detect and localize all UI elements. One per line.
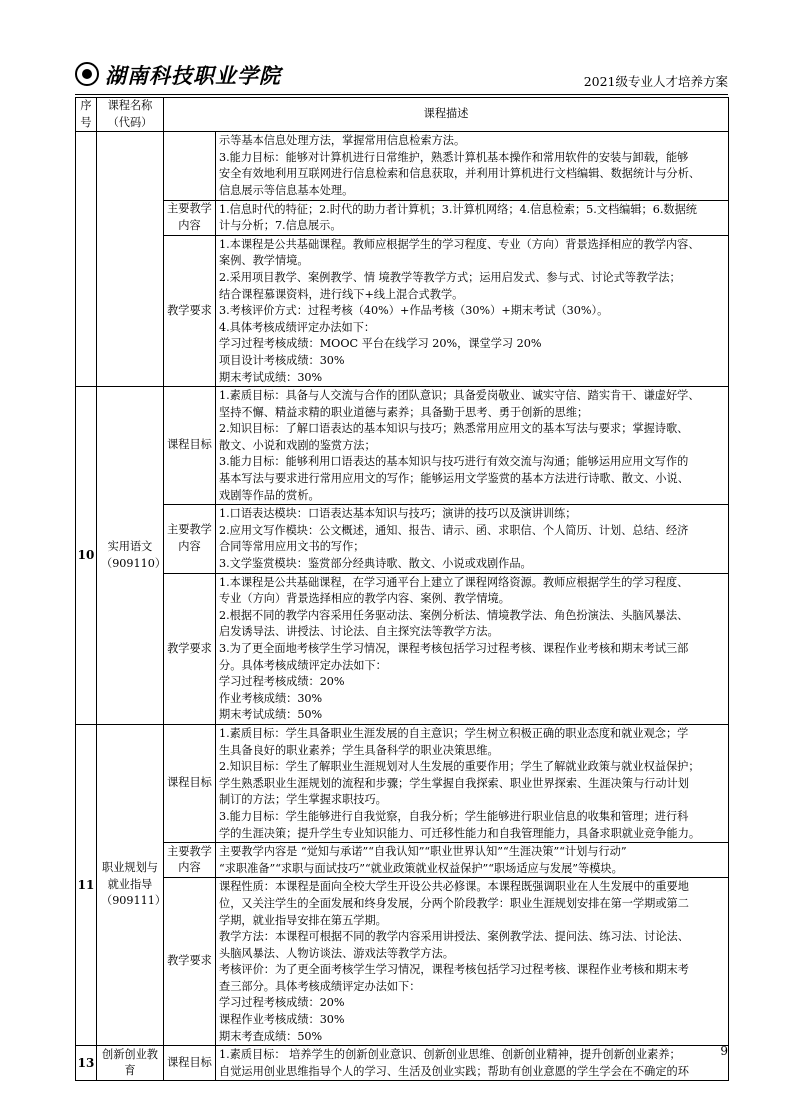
text-line: 主要教学内容是 “觉知与承诺”“自我认知”“职业世界认知”“生涯决策”“计划与行动” xyxy=(219,845,627,859)
course-name: 实用语文（909110） xyxy=(97,387,164,725)
text-line: 期末考试成绩：50% xyxy=(219,708,323,722)
text-line: 课程性质：本课程是面向全校大学生开设公共必修课。本课程既强调职业在人生发展中的重要地 xyxy=(219,880,689,894)
text-line: 考核评价：为了更全面考核学生学习情况，课程考核包括学习过程考核、课程作业考核和期末考 xyxy=(219,963,689,977)
text-line: 学习过程考核成绩：MOOC 平台在线学习 20%，课堂学习 20% xyxy=(219,337,542,351)
text-line: 案例、教学情境。 xyxy=(219,254,309,268)
text-line: 1.素质目标：学生具备职业生涯发展的自主意识；学生树立积极正确的职业态度和就业观念；学 xyxy=(219,726,689,740)
text-line: 专业（方向）背景选择相应的教学内容、案例、教学情境。 xyxy=(219,592,510,606)
table-row xyxy=(76,235,729,386)
teaching-requirements xyxy=(216,573,729,724)
row-category: 课程目标 xyxy=(164,724,216,842)
header-name: 课程名称（代码） xyxy=(97,98,164,132)
row-category xyxy=(164,132,216,200)
header-desc: 课程描述 xyxy=(164,98,729,132)
row-no: 11 xyxy=(76,724,97,1045)
text-line: 坚持不懈、精益求精的职业道德与素养；具备勤于思考、勇于创新的思维； xyxy=(219,405,589,419)
table-row xyxy=(76,132,729,200)
text-line: 结合课程慕课资料，进行线下+线上混合式教学。 xyxy=(219,287,464,301)
text-line: 1.口语表达模块：口语表达基本知识与技巧；演讲的技巧以及演讲训练； xyxy=(219,507,577,521)
text-line: 3.考核评价方式：过程考核（40%）+作品考核（30%）+期末考试（30%）。 xyxy=(219,304,609,318)
course-objectives xyxy=(216,387,729,505)
teaching-requirements xyxy=(216,235,729,386)
header-no: 序号 xyxy=(76,98,97,132)
text-line: 3.为了更全面地考核学生学习情况，课程考核包括学习过程考核、课程作业考核和期末考试三部 xyxy=(219,642,689,655)
row-category: 课程目标 xyxy=(164,387,216,505)
text-line: 启发诱导法、讲授法、讨论法、自主探究法等教学方法。 xyxy=(219,625,499,639)
document-title: 2021级专业人才培养方案 xyxy=(583,74,728,89)
text-line: 教学方法：本课程可根据不同的教学内容采用讲授法、案例教学法、提问法、练习法、讨论法、 xyxy=(219,930,689,944)
row-no: 10 xyxy=(76,387,97,725)
text-line: 课程作业考核成绩：30% xyxy=(219,1013,345,1027)
main-content xyxy=(216,200,729,235)
text-line: 3.能力目标：学生能够进行自我觉察，自我分析；学生能够进行职业信息的收集和管理；进行科 xyxy=(219,809,689,823)
row-no xyxy=(76,132,97,387)
text-line: 2.知识目标：学生了解职业生涯规划对人生发展的重要作用；学生了解就业政策与就业权益保护； xyxy=(219,760,700,774)
text-line: 散文、小说和戏剧的鉴赏方法； xyxy=(219,438,376,452)
text-line: 2.知识目标：了解口语表达的基本知识与技巧；熟悉常用应用文的基本写法与要求；掌握诗歌、 xyxy=(219,422,689,436)
text-line: 作业考核成绩：30% xyxy=(219,691,323,705)
main-content xyxy=(216,505,729,573)
row-name xyxy=(97,132,164,387)
school-name: 湖南科技职业学院 xyxy=(105,63,281,88)
text-line: 查三部分。具体考核成绩评定办法如下： xyxy=(219,979,421,993)
row-category: 主要教学内容 xyxy=(164,843,216,878)
course-table xyxy=(75,97,729,1081)
text-line: 计与分析；7.信息展示。 xyxy=(219,219,342,233)
table-row xyxy=(76,724,729,842)
main-content xyxy=(216,843,729,878)
row-category: 主要教学内容 xyxy=(164,200,216,235)
row-category: 教学要求 xyxy=(164,573,216,724)
text-line: “求职准备”“求职与面试技巧”“就业政策就业权益保护”“职场适应与发展”等模块。 xyxy=(219,861,623,875)
page-header xyxy=(75,60,728,95)
text-line: 2.根据不同的教学内容采用任务驱动法、案例分析法、情境教学法、角色扮演法、头脑风暴法、 xyxy=(219,608,689,622)
text-line: 期末考查成绩：50% xyxy=(219,1029,323,1043)
text-line: 期末考试成绩：30% xyxy=(219,370,323,384)
text-line: 示等基本信息处理方法，掌握常用信息检索方法。 xyxy=(219,134,466,148)
table-row xyxy=(76,878,729,1046)
row-no: 13 xyxy=(76,1046,97,1081)
text-line: 3.文学鉴赏模块：鉴赏部分经典诗歌、散文、小说或戏剧作品。 xyxy=(219,557,532,571)
table-row xyxy=(76,573,729,724)
text-line: 分。具体考核成绩评定办法如下： xyxy=(219,658,387,672)
text-line: 合同等常用应用文书的写作； xyxy=(219,540,365,554)
text-line: 1.信息时代的特征；2.时代的助力者计算机；3.计算机网络；4.信息检索；5.文档编辑；6.数据统 xyxy=(219,202,697,216)
row-category: 主要教学内容 xyxy=(164,505,216,573)
text-line: 生具备良好的职业素养；学生具备科学的职业决策思维。 xyxy=(219,743,499,757)
course-objectives xyxy=(216,132,729,200)
text-line: 戏剧等作品的赏析。 xyxy=(219,488,320,502)
table-row xyxy=(76,387,729,505)
table-row xyxy=(76,1046,729,1081)
text-line: 1.本课程是公共基础课程，在学习通平台上建立了课程网络资源。教师应根据学生的学习程度、 xyxy=(219,575,689,589)
page-number: 9 xyxy=(720,1044,728,1058)
text-line: 项目设计考核成绩：30% xyxy=(219,353,345,367)
table-row xyxy=(76,505,729,573)
school-logo-icon xyxy=(75,62,99,86)
course-objectives xyxy=(216,1046,729,1081)
table-header-row xyxy=(76,98,729,132)
text-line: 3.能力目标：能够对计算机进行日常维护，熟悉计算机基本操作和常用软件的安装与卸载，能够 xyxy=(219,150,689,164)
row-category: 课程目标 xyxy=(164,1046,216,1081)
course-objectives xyxy=(216,724,729,842)
text-line: 信息展示等信息基本处理。 xyxy=(219,183,354,197)
text-line: 学生熟悉职业生涯规划的流程和步骤；学生掌握自我探索、职业世界探索、生涯决策与行动计划 xyxy=(219,776,689,790)
row-category: 教学要求 xyxy=(164,235,216,386)
text-line: 学习过程考核成绩：20% xyxy=(219,675,345,689)
table-row xyxy=(76,843,729,878)
text-line: 2.应用文写作模块：公文概述，通知、报告、请示、函、求职信、个人简历、计划、总结、经济 xyxy=(219,523,689,537)
text-line: 头脑风暴法、人物访谈法、游戏法等教学方法。 xyxy=(219,946,454,960)
text-line: 3.能力目标：能够利用口语表达的基本知识与技巧进行有效交流与沟通；能够运用应用文写作的 xyxy=(219,455,689,469)
text-line: 1.素质目标：具备与人交流与合作的团队意识；具备爱岗敬业、诚实守信、踏实肯干、谦虚好学、 xyxy=(219,389,700,403)
text-line: 2.采用项目教学、案例教学、情 境教学等教学方式；运用启发式、参与式、讨论式等教学法； xyxy=(219,270,681,284)
text-line: 制订的方法；学生掌握求职技巧。 xyxy=(219,793,387,807)
text-line: 学期，就业指导安排在第五学期。 xyxy=(219,913,387,927)
teaching-requirements xyxy=(216,878,729,1046)
course-name: 职业规划与就业指导（909111） xyxy=(97,724,164,1045)
text-line: 位，又关注学生的全面发展和终身发展，分两个阶段教学：职业生涯规划安排在第一学期或第二 xyxy=(219,896,689,910)
text-line: 4.具体考核成绩评定办法如下： xyxy=(219,320,376,334)
row-category: 教学要求 xyxy=(164,878,216,1046)
text-line: 1.素质目标： 培养学生的创新创业意识、创新创业思维、创新创业精神，提升创新创业素养； xyxy=(219,1048,681,1062)
text-line: 学习过程考核成绩：20% xyxy=(219,996,345,1010)
text-line: 1.本课程是公共基础课程。教师应根据学生的学习程度、专业（方向）背景选择相应的教学内容、 xyxy=(219,237,700,251)
text-line: 自觉运用创业思维指导个人的学习、生活及创业实践；帮助有创业意愿的学生学会在不确定的环 xyxy=(219,1064,689,1078)
table-row xyxy=(76,200,729,235)
text-line: 安全有效地利用互联网进行信息检索和信息获取，并利用计算机进行文档编辑、数据统计与分析、 xyxy=(219,167,701,181)
text-line: 基本写法与要求进行常用应用文的写作；能够运用文学鉴赏的基本方法进行诗歌、散文、小说、 xyxy=(219,472,689,486)
text-line: 学的生涯决策；提升学生专业知识能力、可迁移性能力和自我管理能力，具备求职就业竞争能力。 xyxy=(219,826,701,840)
course-name: 创新创业教育 xyxy=(97,1046,164,1081)
